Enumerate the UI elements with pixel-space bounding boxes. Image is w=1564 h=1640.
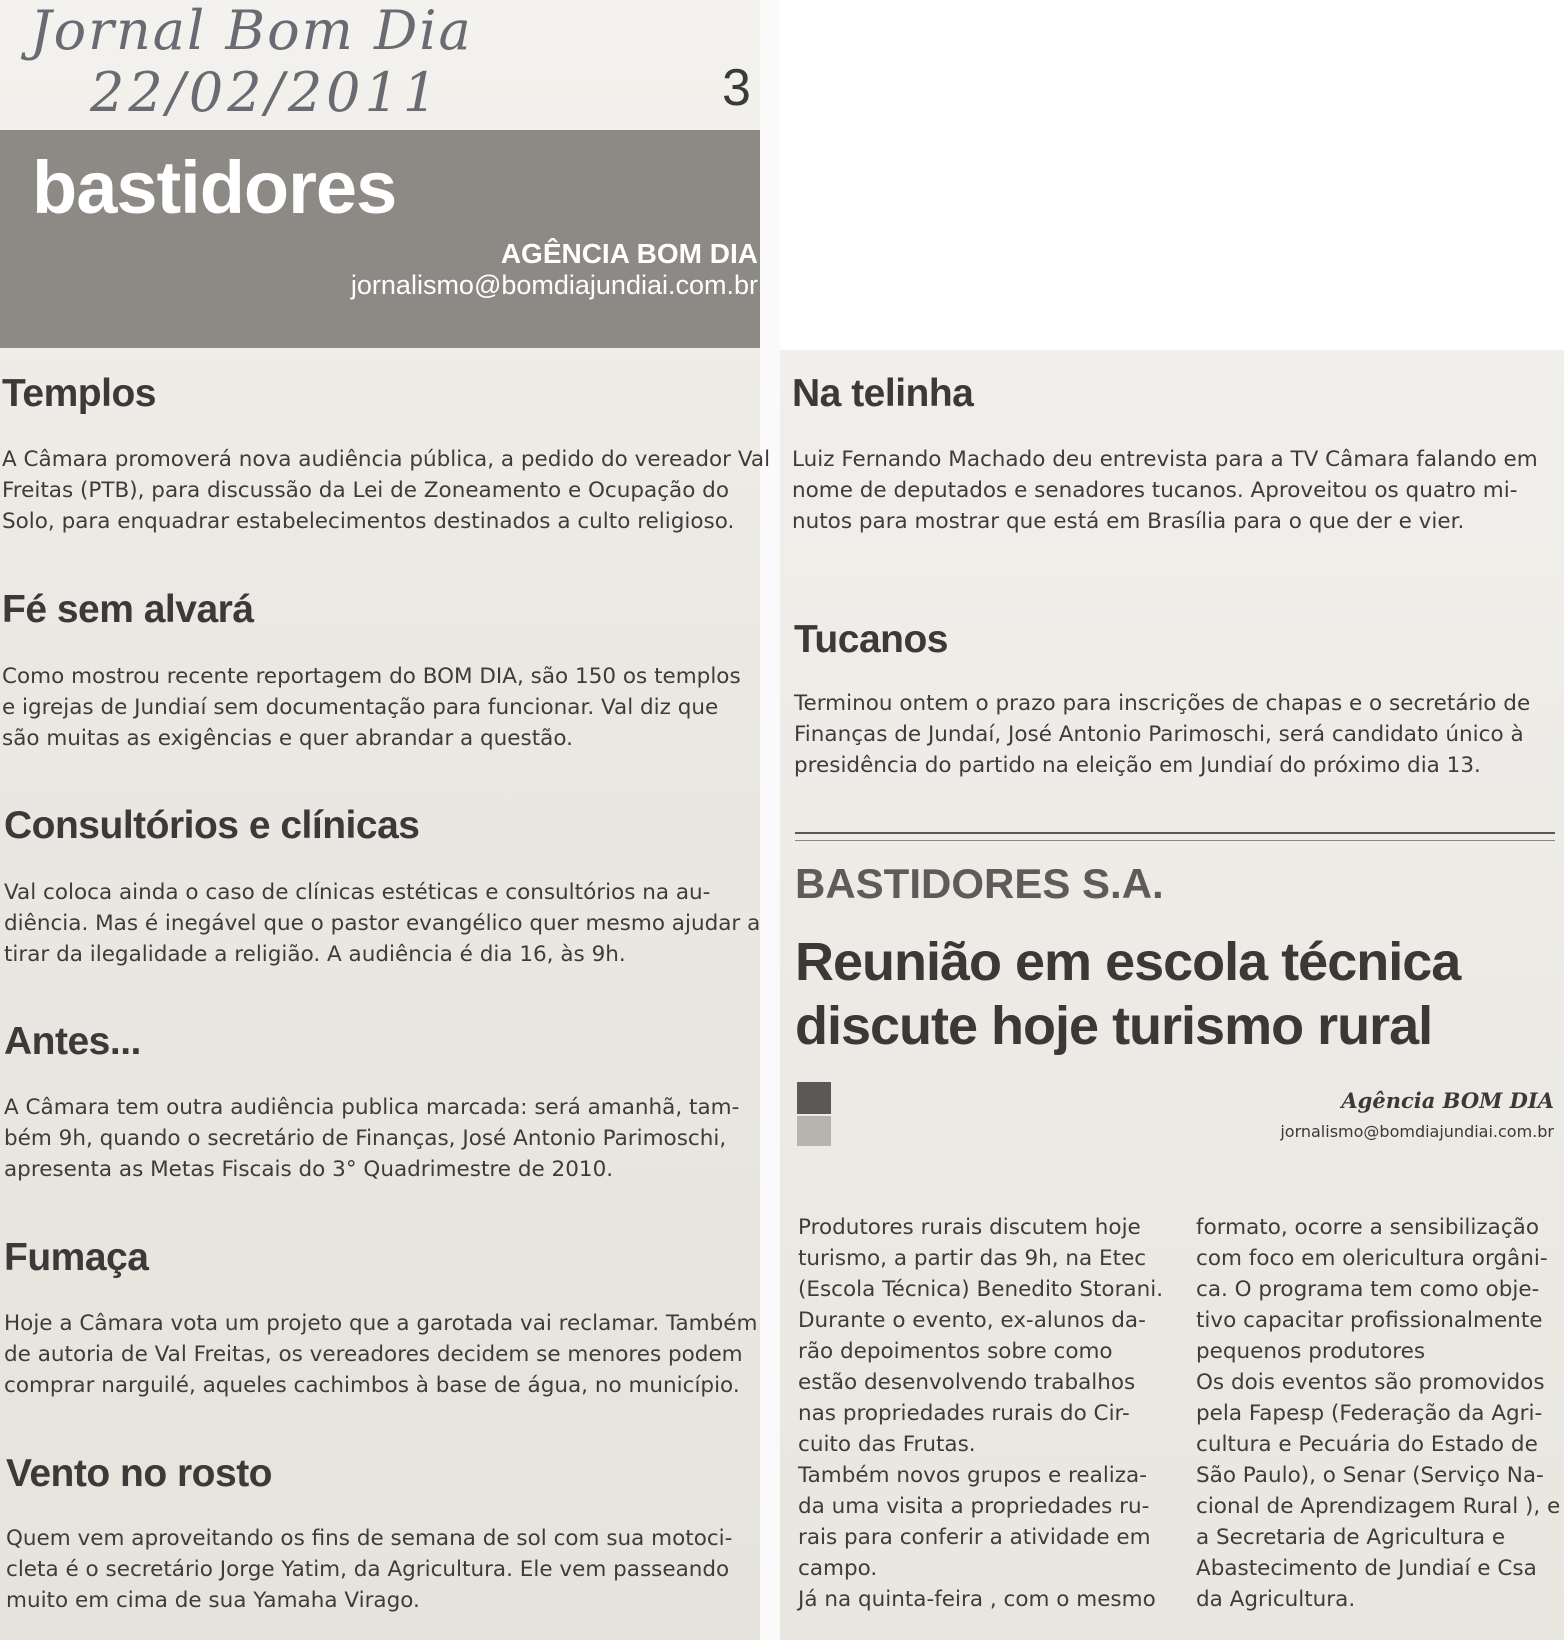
- note-body: Como mostrou recente reportagem do BOM DIA, são 150 os templos e igrejas de Jundiaí sem documentação para funcionar. Val diz que são muitas as exigências e quer abrandar a questão.: [2, 664, 741, 751]
- note-heading: Na telinha: [792, 372, 974, 415]
- note-heading: Tucanos: [794, 618, 948, 661]
- note-body: Val coloca ainda o caso de clínicas estéticas e consultórios na au- diência. Mas é inegável que o pastor evangélico quer mesmo ajudar a tirar da ilegalidade a religião. A audiência é dia 16, às 9h.: [4, 880, 761, 967]
- note-heading: Fé sem alvará: [2, 588, 254, 631]
- banner-email: jornalismo@bomdiajundiai.com.br: [350, 270, 758, 300]
- clipping-gap: [760, 0, 780, 1640]
- note-heading: Templos: [2, 372, 156, 415]
- note-heading: Vento no rosto: [6, 1452, 272, 1495]
- note-heading: Fumaça: [4, 1236, 149, 1279]
- section-title: bastidores: [32, 146, 397, 229]
- page-number: 3: [722, 59, 751, 117]
- article-column-2: formato, ocorre a sensibilização com foco em olericultura orgâni- ca. O programa tem como obje- tivo capacitar profissionalmente pequenos produtores Os dois eventos são promovidos pela Fapesp (Federação da Agri- cultura e Pecuária do Estado de São Paulo), o Senar (Serviço Na- cional de Aprendizagem Rural ), e a Secretaria de Agricultura e Abastecimento de Jundiaí e Csa da Agricultura.: [1196, 1215, 1561, 1612]
- byline-marker: [797, 1082, 831, 1114]
- article-byline-email: jornalismo@bomdiajundiai.com.br: [1280, 1122, 1554, 1141]
- handwritten-source: Jornal Bom Dia: [30, 0, 473, 62]
- handwritten-annotation: [30, 0, 473, 124]
- article-column-1: Produtores rurais discutem hoje turismo, a partir das 9h, na Etec (Escola Técnica) Benedito Storani. Durante o evento, ex-alunos da- rão depoimentos sobre como estão desenvolvendo trabalhos nas propriedades rurais do Cir- cuito das Frutas. Também novos grupos e realiza- da uma visita a propriedades ru- rais para conferir a atividade em campo. Já na quinta-feira , com o mesmo: [798, 1215, 1164, 1612]
- note-heading: Antes...: [4, 1020, 141, 1063]
- note-heading: Consultórios e clínicas: [4, 804, 420, 847]
- byline-marker: [797, 1116, 831, 1146]
- note-body: Hoje a Câmara vota um projeto que a garotada vai reclamar. Também de autoria de Val Freitas, os vereadores decidem se menores podem comprar narguilé, aqueles cachimbos à base de água, no município.: [4, 1311, 758, 1398]
- note-body: Quem vem aproveitando os fins de semana de sol com sua motoci- cleta é o secretário Jorge Yatim, da Agricultura. Ele vem passeando muito em cima de sua Yamaha Virago.: [6, 1526, 733, 1613]
- article-kicker: BASTIDORES S.A.: [795, 860, 1164, 907]
- handwritten-date: 22/02/2011: [90, 61, 442, 124]
- note-body: A Câmara tem outra audiência publica marcada: será amanhã, tam- bém 9h, quando o secretário de Finanças, José Antonio Parimoschi, apresenta as Metas Fiscais do 3° Quadrimestre de 2010.: [4, 1095, 740, 1182]
- divider-rule: [795, 832, 1555, 834]
- note-body: Luiz Fernando Machado deu entrevista para a TV Câmara falando em nome de deputados e senadores tucanos. Aproveitou os quatro mi- nutos para mostrar que está em Brasília para o que der e vier.: [792, 447, 1538, 534]
- note-body: Terminou ontem o prazo para inscrições de chapas e o secretário de Finanças de Jundaí, José Antonio Parimoschi, será candidato único à presidência do partido na eleição em Jundiaí do próximo dia 13.: [794, 691, 1531, 778]
- divider-rule: [795, 840, 1555, 841]
- article-byline: Agência BOM DIA: [1341, 1088, 1554, 1113]
- article-headline: Reunião em escola técnica discute hoje turismo rural: [795, 932, 1461, 1056]
- note-body: A Câmara promoverá nova audiência pública, a pedido do vereador Val Freitas (PTB), para discussão da Lei de Zoneamento e Ocupação do Solo, para enquadrar estabelecimentos destinados a culto religioso.: [2, 447, 771, 534]
- banner-agency: AGÊNCIA BOM DIA: [500, 238, 758, 269]
